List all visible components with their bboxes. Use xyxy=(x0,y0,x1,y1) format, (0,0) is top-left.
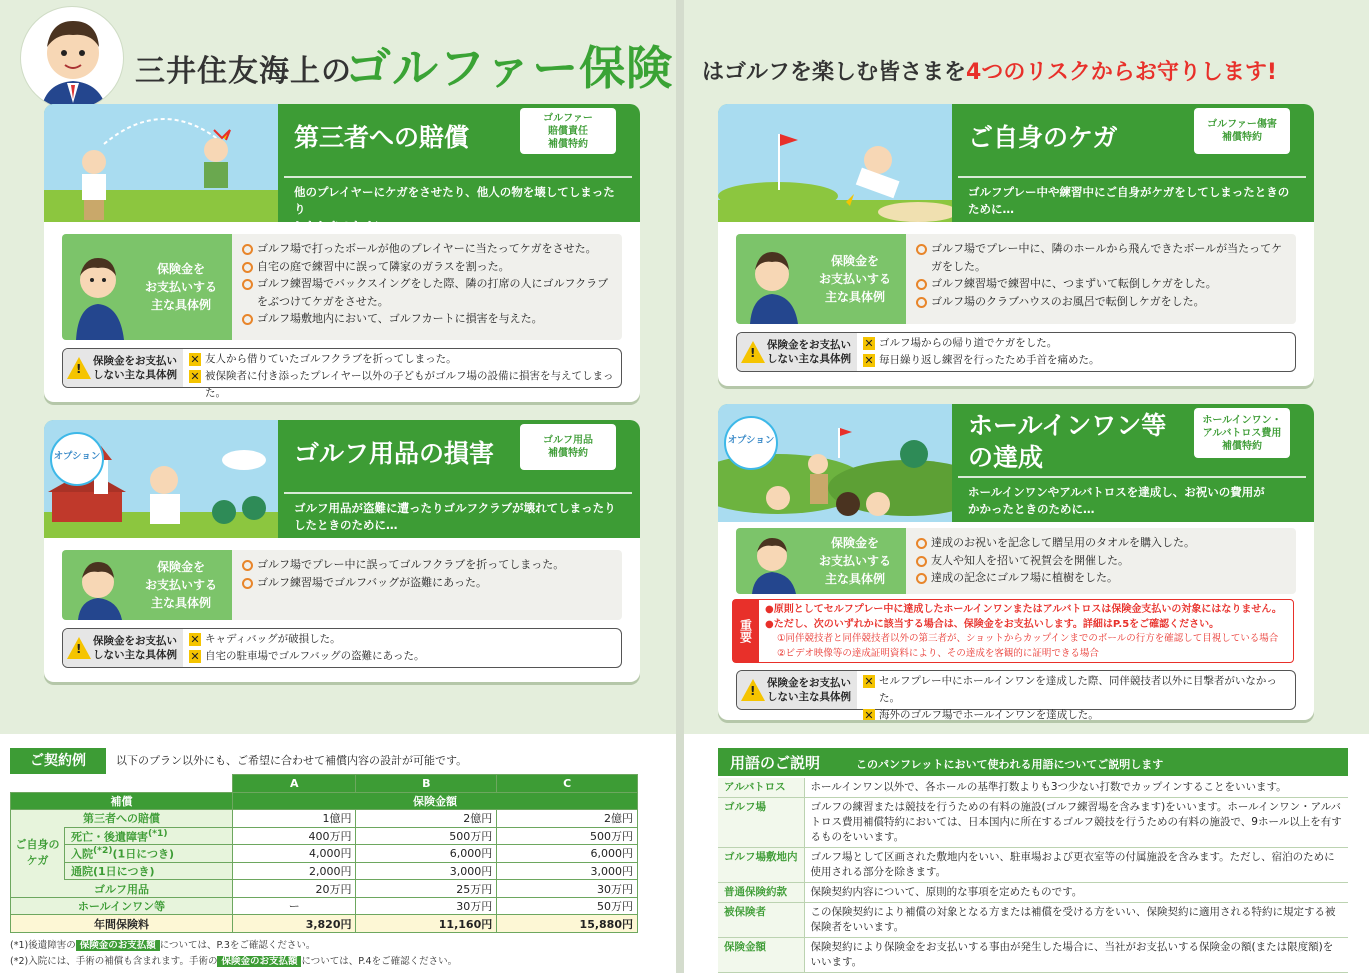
notice-line: ●原則としてセルフプレー中に達成したホールインワンまたはアルバトロスは保険金支払いの対象にはなりません。 xyxy=(765,604,1282,615)
table-header: 補償 xyxy=(11,792,233,810)
cell: 30万円 xyxy=(356,897,497,915)
card-description: ゴルフ用品が盗難に遭ったりゴルフクラブが壊れてしまったり したときのために… xyxy=(294,501,616,532)
option-badge: オプション xyxy=(724,416,778,470)
card-self-injury xyxy=(718,104,1314,386)
term: ゴルフ場 xyxy=(718,798,804,848)
cell: 3,000円 xyxy=(497,862,638,880)
illustration-golf-accident xyxy=(44,104,278,222)
table-row xyxy=(718,938,1348,973)
card-title: ご自身のケガ xyxy=(968,123,1118,152)
payment-examples xyxy=(736,234,1296,324)
cell: 6,000円 xyxy=(356,845,497,863)
payment-examples xyxy=(62,234,622,340)
blank-cell xyxy=(11,775,233,793)
notice-line: ●ただし、次のいずれかに該当する場合は、保険金をお支払いします。詳細はP.5をご確認ください。 xyxy=(765,618,1220,630)
footnote-text: については、P.4をご確認ください。 xyxy=(301,956,458,967)
divider xyxy=(284,176,632,178)
list-item: ゴルフ場でプレー中に、隣のホールから飛んできたボールが当たってケガをした。 xyxy=(916,240,1288,275)
label-text: 保険金を お支払いする 主な具体例 xyxy=(144,262,217,312)
examples-list xyxy=(916,534,1288,587)
non-payment-list xyxy=(189,631,617,665)
page-title: ゴルファー保険 xyxy=(345,41,674,95)
cell: ー xyxy=(233,897,356,915)
cell: 500万円 xyxy=(356,827,497,845)
non-payment-examples xyxy=(62,628,622,668)
label-text: 保険金をお支払い しない主な具体例 xyxy=(767,677,851,703)
contract-note: 以下のプラン以外にも、ご希望に合わせて補償内容の設計が可能です。 xyxy=(116,754,468,767)
table-row xyxy=(11,862,638,880)
label-text: 保険金を お支払いする 主な具体例 xyxy=(818,254,891,304)
list-item: ゴルフ練習場で練習中に、つまずいて転倒しケガをした。 xyxy=(916,275,1288,293)
non-payment-label xyxy=(737,333,857,371)
row-label-suffix: (1日につき) xyxy=(93,865,155,879)
row-label: 第三者への賠償 xyxy=(11,810,233,828)
definition: ゴルフ場として区画された敷地内をいい、駐車場および更衣室等の付属施設を含みます。ただし、宿泊のために使用される部分を除きます。 xyxy=(804,848,1348,883)
label-text: 保険金を お支払いする 主な具体例 xyxy=(144,560,217,610)
self-injury-group-label: ご自身の ケガ xyxy=(11,827,65,880)
definition: ゴルフの練習または競技を行うための有料の施設(ゴルフ練習場を含みます)をいいます。ホールインワン・アルバトロス費用補償特約においては、日本国内に所在するゴルフ競技を行うための有料の施設で、9ホール以上を有するものをいいます。 xyxy=(804,798,1348,848)
warning-icon: ! xyxy=(741,341,765,363)
contract-title: ご契約例 xyxy=(10,748,106,774)
list-item: ✕ ゴルフ場からの帰り道でケガをした。 xyxy=(863,335,1291,352)
card-hole-in-one xyxy=(718,404,1314,720)
notice-subline: ②ビデオ映像等の達成証明資料により、その達成を客観的に証明できる場合 xyxy=(777,647,1099,659)
payment-examples-label xyxy=(736,234,906,324)
card-title: ホールインワン等 の達成 xyxy=(968,411,1167,472)
table-row xyxy=(718,883,1348,903)
payment-examples-label xyxy=(736,528,906,594)
payment-examples xyxy=(736,528,1296,594)
divider xyxy=(284,492,632,494)
list-item: 達成の記念にゴルフ場に植樹をした。 xyxy=(916,569,1288,587)
table-row xyxy=(11,897,638,915)
list-item: ✕ 海外のゴルフ場でホールインワンを達成した。 xyxy=(863,707,1291,720)
rider-tag: ホールインワン・ アルバトロス費用 補償特約 xyxy=(1194,408,1290,458)
row-label-text: 死亡・後遺障害 xyxy=(71,830,148,844)
list-item: ✕ 毎日繰り返し練習を行ったため手首を痛めた。 xyxy=(863,352,1291,369)
rider-tag: ゴルファー傷害 補償特約 xyxy=(1194,108,1290,154)
term: ゴルフ場敷地内 xyxy=(718,848,804,883)
list-item: ✕ キャディバッグが破損した。 xyxy=(189,631,617,648)
cell: 500万円 xyxy=(497,827,638,845)
footnote-marker: (*2) xyxy=(93,845,113,857)
table-header: 保険金額 xyxy=(233,792,638,810)
cell: 400万円 xyxy=(233,827,356,845)
glossary-table xyxy=(718,778,1348,973)
plan-header: A xyxy=(233,775,356,793)
footnote-box: 保険金のお支払額 xyxy=(76,940,160,951)
payment-examples-label xyxy=(62,234,232,340)
glossary-subtitle: このパンフレットにおいて使われる用語についてご説明します xyxy=(856,758,1164,771)
footnote-2 xyxy=(10,953,457,967)
footnote-1 xyxy=(10,937,315,951)
definition: ホールインワン以外で、各ホールの基準打数よりも3つ少ない打数でカップインすることをいいます。 xyxy=(804,778,1348,798)
term: 被保険者 xyxy=(718,903,804,938)
list-item: 自宅の庭で練習中に誤って隣家のガラスを割った。 xyxy=(242,258,614,276)
list-item: ゴルフ場のクラブハウスのお風呂で転倒しケガをした。 xyxy=(916,293,1288,311)
subtitle-highlight: 4つのリスクからお守りします! xyxy=(966,60,1277,85)
card-description: ゴルフプレー中や練習中にご自身がケガをしてしまったときの ために… xyxy=(968,185,1290,216)
label-text: 保険金をお支払い しない主な具体例 xyxy=(93,355,177,381)
non-payment-label xyxy=(737,671,857,709)
non-payment-list xyxy=(863,673,1291,720)
label-text: 保険金をお支払い しない主な具体例 xyxy=(767,339,851,365)
list-item: ゴルフ場敷地内において、ゴルフカートに損害を与えた。 xyxy=(242,310,614,328)
cell: 30万円 xyxy=(497,880,638,898)
cell: 2億円 xyxy=(356,810,497,828)
table-row xyxy=(718,848,1348,883)
footnote-marker: (*1) xyxy=(148,827,168,839)
cell: 25万円 xyxy=(356,880,497,898)
table-row xyxy=(11,827,638,845)
glossary-header xyxy=(718,748,1348,776)
list-item: ✕ 被保険者に付き添ったプレイヤー以外の子どもがゴルフ場の設備に損害を与えてしまった。 xyxy=(189,368,617,402)
non-payment-examples xyxy=(62,348,622,399)
table-row xyxy=(718,903,1348,938)
list-item: ✕ 自宅の駐車場でゴルフバッグの盗難にあった。 xyxy=(189,648,617,665)
footnote-text: については、P.3をご確認ください。 xyxy=(159,940,316,951)
non-payment-examples xyxy=(736,670,1296,720)
footnote-text: (*2)入院には、手術の補償も含まれます。手術の xyxy=(10,956,218,967)
footnote-box: 保険金のお支払額 xyxy=(217,956,301,967)
cell: 3,000円 xyxy=(356,862,497,880)
table-row xyxy=(11,915,638,933)
cell: 2,000円 xyxy=(233,862,356,880)
mascot-avatar xyxy=(20,6,124,110)
list-item: ゴルフ練習場でゴルフバッグが盗難にあった。 xyxy=(242,574,614,592)
payment-examples-label xyxy=(62,550,232,620)
cell: 11,160円 xyxy=(356,915,497,933)
examples-list xyxy=(916,240,1288,310)
glossary-title: 用語のご説明 xyxy=(730,754,821,772)
list-item: ゴルフ場でプレー中に誤ってゴルフクラブを折ってしまった。 xyxy=(242,556,614,574)
list-item: ゴルフ練習場でバックスイングをした際、隣の打席の人にゴルフクラブをぶつけてケガをさせた。 xyxy=(242,275,614,310)
rider-tag: ゴルフ用品 補償特約 xyxy=(520,424,616,470)
non-payment-list xyxy=(189,351,617,402)
rider-tag: ゴルファー 賠償責任 補償特約 xyxy=(520,108,616,154)
cell: 15,880円 xyxy=(497,915,638,933)
term: 保険金額 xyxy=(718,938,804,973)
page-gutter xyxy=(676,0,684,973)
cell: 2億円 xyxy=(497,810,638,828)
non-payment-list xyxy=(863,335,1291,369)
plan-header: B xyxy=(356,775,497,793)
non-payment-label xyxy=(63,629,183,667)
card-golf-equipment xyxy=(44,420,640,682)
examples-list xyxy=(242,556,614,591)
definition: 保険契約により保険金をお支払いする事由が発生した場合に、当社がお支払いする保険金の額(または限度額)をいいます。 xyxy=(804,938,1348,973)
examples-list xyxy=(242,240,614,328)
row-label-text: 入院 xyxy=(71,847,93,861)
divider xyxy=(958,176,1306,178)
card-description: ホールインワンやアルバトロスを達成し、お祝いの費用が かかったときのために… xyxy=(968,485,1265,516)
table-row xyxy=(11,810,638,828)
important-notice xyxy=(732,599,1294,663)
warning-icon: ! xyxy=(67,637,91,659)
table-row xyxy=(718,778,1348,798)
table-row xyxy=(11,880,638,898)
non-payment-examples xyxy=(736,332,1296,372)
card-title: 第三者への賠償 xyxy=(294,123,470,152)
row-label: 年間保険料 xyxy=(11,915,233,933)
cell: 4,000円 xyxy=(233,845,356,863)
row-label: ホールインワン等 xyxy=(11,897,233,915)
table-row xyxy=(718,798,1348,848)
page-title-prefix: 三井住友海上の xyxy=(135,54,352,89)
payment-examples xyxy=(62,550,622,620)
row-label-text: 通院 xyxy=(71,865,93,879)
table-row xyxy=(11,845,638,863)
cell: 3,820円 xyxy=(233,915,356,933)
card-title: ゴルフ用品の損害 xyxy=(294,439,495,468)
term: 普通保険約款 xyxy=(718,883,804,903)
notice-subline: ①同伴競技者と同伴競技者以外の第三者が、ショットからカップインまでのボールの行方を確認して目視している場合 xyxy=(777,633,1279,644)
cell: 1億円 xyxy=(233,810,356,828)
plan-header: C xyxy=(497,775,638,793)
warning-icon: ! xyxy=(67,357,91,379)
important-text xyxy=(765,603,1282,661)
card-third-party-liability xyxy=(44,104,640,402)
definition: この保険契約により補償の対象となる方または補償を受ける方をいい、保険契約に適用される特約に規定する被保険者をいいます。 xyxy=(804,903,1348,938)
non-payment-label xyxy=(63,349,183,387)
label-text: 保険金をお支払い しない主な具体例 xyxy=(93,635,177,661)
divider xyxy=(958,476,1306,478)
option-badge: オプション xyxy=(50,432,104,486)
list-item: ✕ 友人から借りていたゴルフクラブを折ってしまった。 xyxy=(189,351,617,368)
label-text: 保険金を お支払いする 主な具体例 xyxy=(818,536,891,586)
subtitle-text: はゴルフを楽しむ皆さまを xyxy=(702,60,967,85)
row-label-suffix: (1日につき) xyxy=(112,847,175,861)
list-item: ✕ セルフプレー中にホールインワンを達成した際、同伴競技者以外に目撃者がいなかった。 xyxy=(863,673,1291,707)
footnote-text: (*1)後遺障害の xyxy=(10,940,76,951)
term: アルバトロス xyxy=(718,778,804,798)
illustration-falling-golfer xyxy=(718,104,952,222)
card-description: 他のプレイヤーにケガをさせたり、他人の物を壊してしまったり したときのために… xyxy=(294,185,615,233)
cell: 6,000円 xyxy=(497,845,638,863)
important-key: 重要 xyxy=(733,600,759,662)
list-item: ゴルフ場で打ったボールが他のプレイヤーに当たってケガをさせた。 xyxy=(242,240,614,258)
definition: 保険契約内容について、原則的な事項を定めたものです。 xyxy=(804,883,1348,903)
contract-table xyxy=(10,774,638,933)
list-item: 友人や知人を招いて祝賀会を開催した。 xyxy=(916,552,1288,570)
row-label: ゴルフ用品 xyxy=(11,880,233,898)
warning-icon: ! xyxy=(741,679,765,701)
cell: 20万円 xyxy=(233,880,356,898)
cell: 50万円 xyxy=(497,897,638,915)
page-subtitle xyxy=(702,55,1277,86)
list-item: 達成のお祝いを記念して贈呈用のタオルを購入した。 xyxy=(916,534,1288,552)
